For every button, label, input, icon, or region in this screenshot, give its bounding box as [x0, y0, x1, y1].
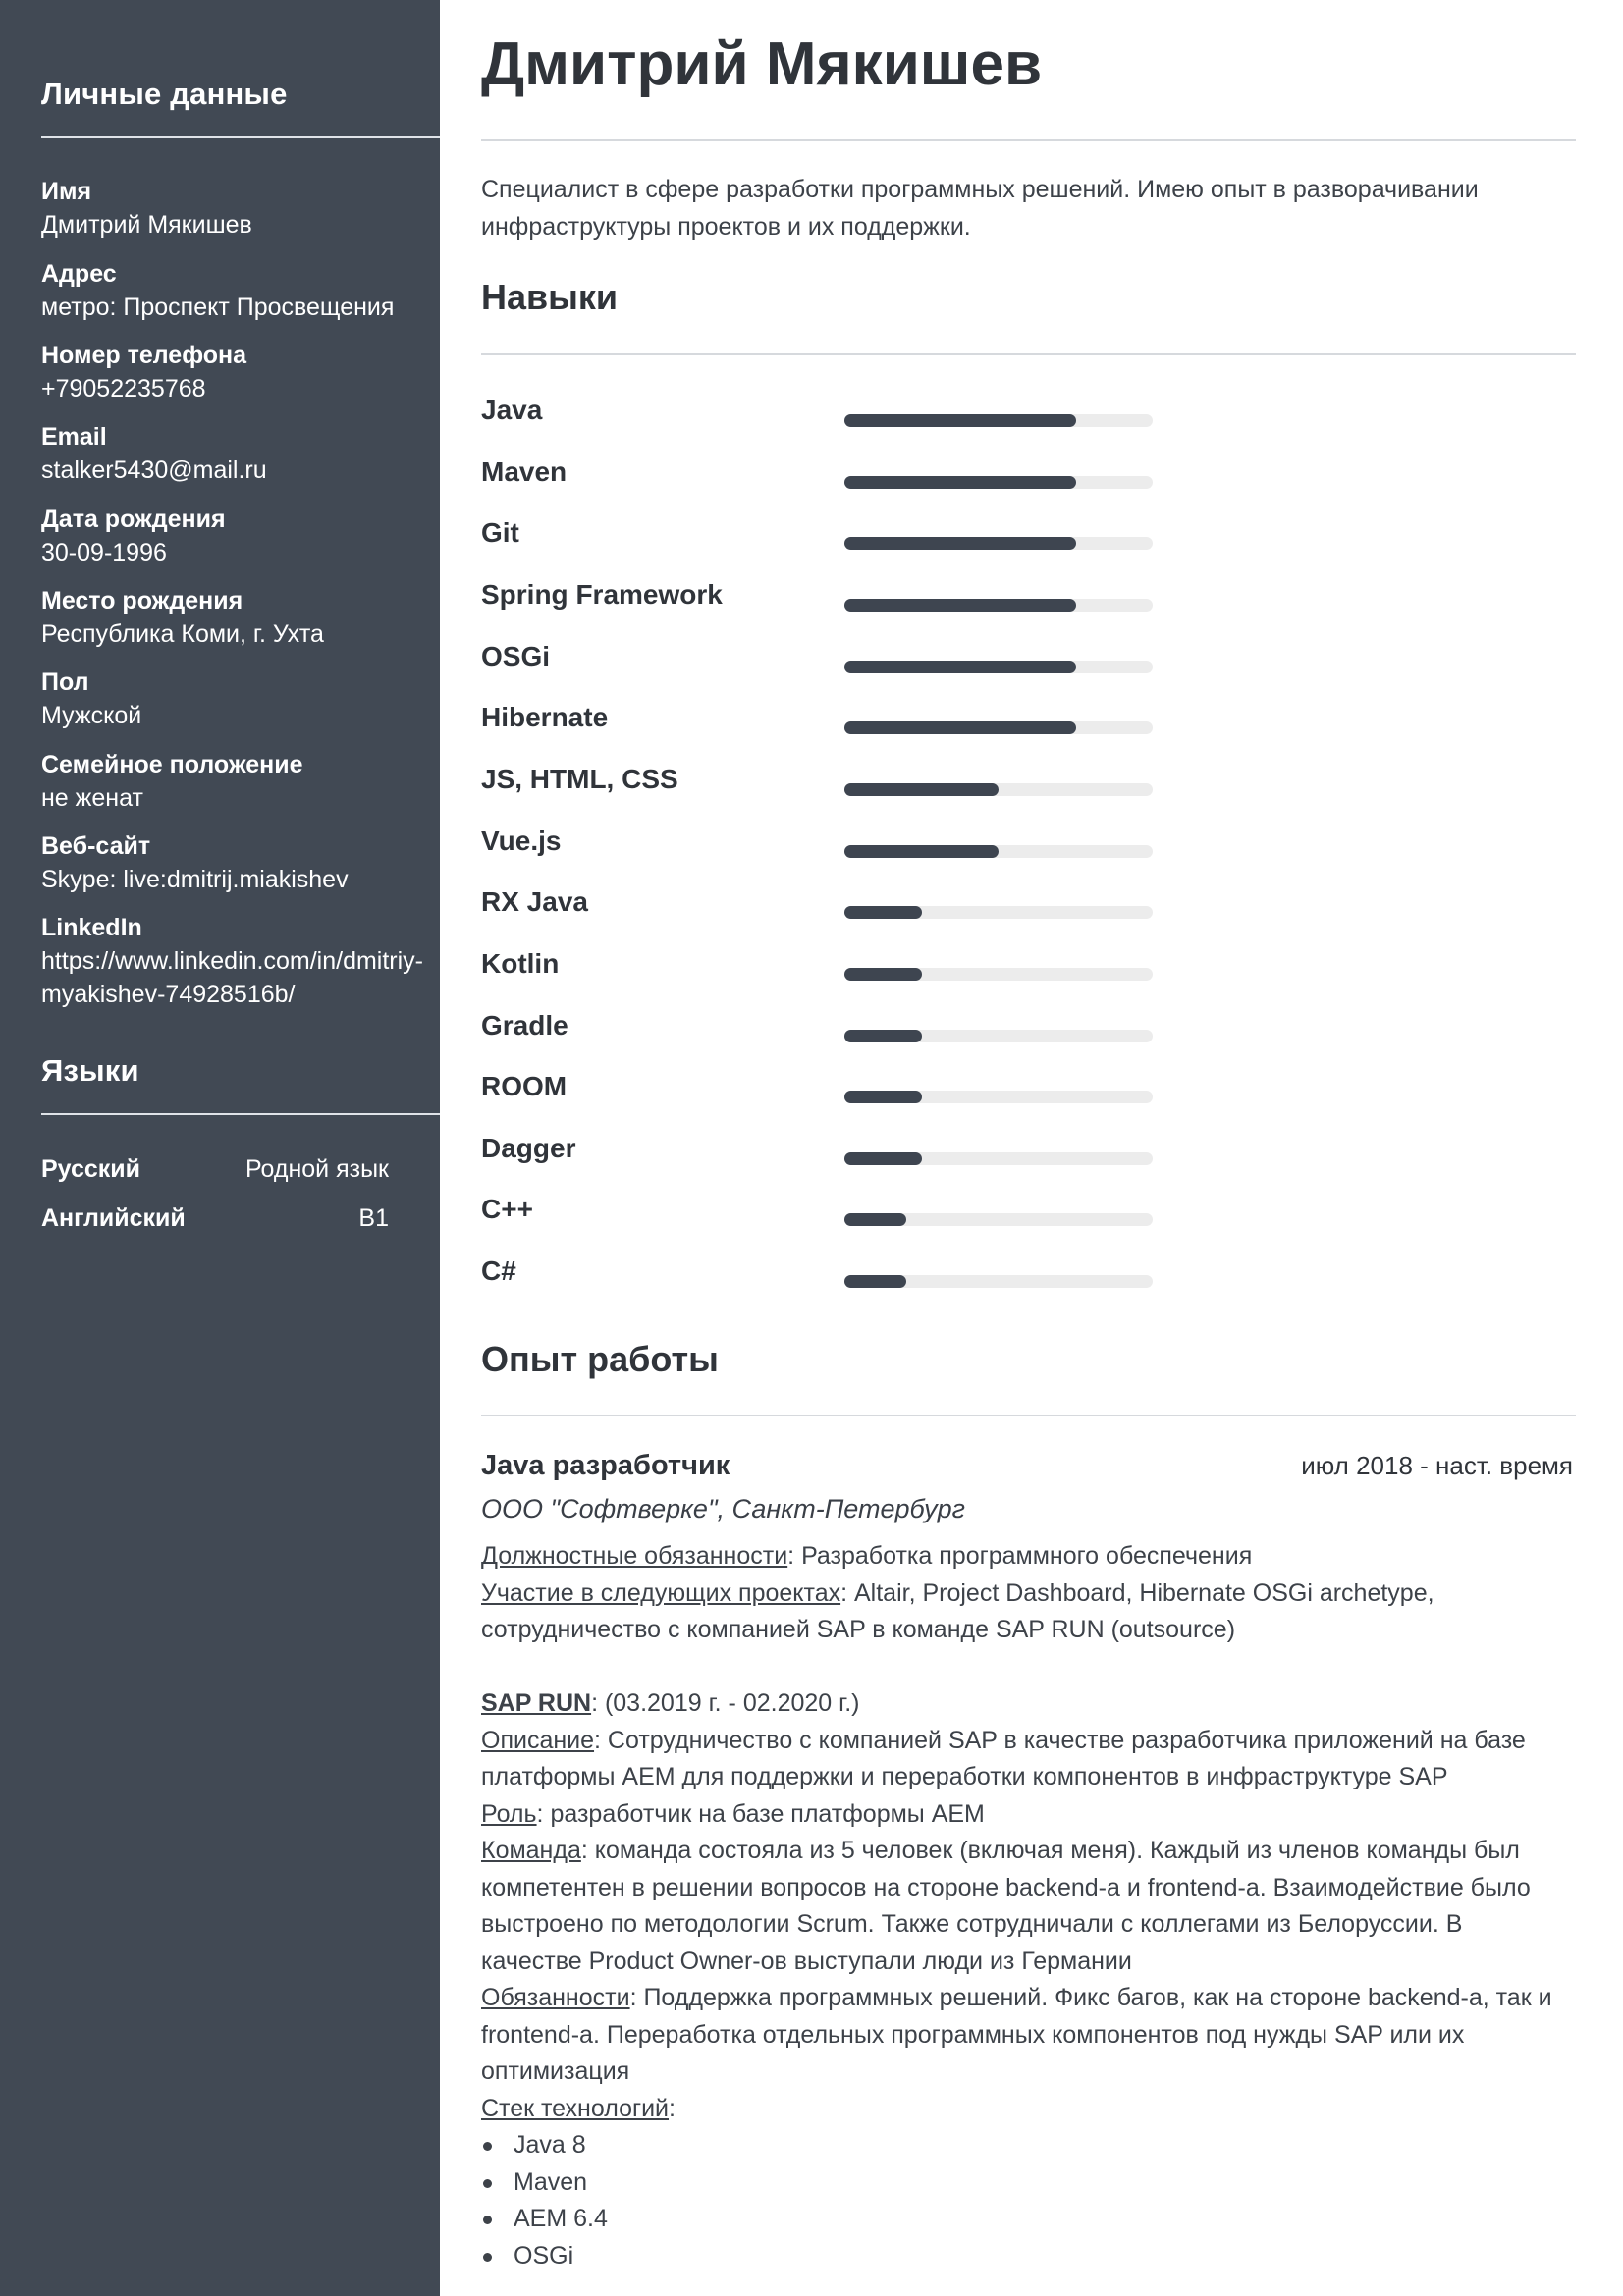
skill-name: Vue.js	[481, 825, 562, 856]
experience-heading: Опыт работы	[481, 1339, 719, 1379]
languages-heading: Языки	[41, 1053, 139, 1088]
divider	[41, 136, 440, 138]
field-label: Имя	[41, 178, 92, 205]
skill-name: JS, HTML, CSS	[481, 763, 678, 794]
responsibilities-line-cont: оптимизация	[481, 2057, 630, 2085]
field-website	[41, 829, 434, 896]
skill-level-fill	[844, 476, 1076, 489]
field-gender	[41, 666, 434, 732]
language-level: Родной язык	[244, 1155, 389, 1183]
skill-name: C#	[481, 1255, 516, 1287]
skill-level-bar	[844, 476, 1153, 489]
field-marital-status	[41, 748, 434, 815]
project-period: : (03.2019 г. - 02.2020 г.)	[591, 1689, 860, 1717]
field-value: Дмитрий Мякишев	[41, 211, 252, 239]
projects-line-cont: сотрудничество с компанией SAP в команде SAP RUN (outsource)	[481, 1616, 1236, 1643]
field-name	[41, 175, 434, 241]
skill-level-fill	[844, 721, 1076, 734]
skill-level-fill	[844, 906, 922, 919]
skill-level-bar	[844, 537, 1153, 550]
skill-row	[481, 1192, 1188, 1231]
field-value: +79052235768	[41, 375, 206, 402]
team-label: Команда	[481, 1837, 581, 1864]
list-item	[481, 2127, 1576, 2164]
field-birth-date	[41, 503, 434, 569]
summary-line: Специалист в сфере разработки программных решений. Имею опыт в разворачивании	[481, 176, 1479, 203]
field-label: Место рождения	[41, 587, 243, 614]
language-row	[41, 1201, 389, 1235]
stack-list	[481, 2127, 1576, 2274]
skill-name: Java	[481, 395, 543, 425]
bullet-icon	[483, 2253, 492, 2262]
skill-name: RX Java	[481, 886, 588, 918]
bullet-icon	[483, 2179, 492, 2188]
skill-name: ROOM	[481, 1071, 568, 1102]
stack-item: AEM 6.4	[514, 2205, 608, 2232]
projects-label: Участие в следующих проектах	[481, 1578, 841, 1607]
role-label: Роль	[481, 1799, 537, 1828]
skill-row	[481, 1008, 1188, 1047]
skill-level-fill	[844, 1152, 922, 1165]
skill-level-bar	[844, 1152, 1153, 1165]
duties-text: : Разработка программного обеспечения	[787, 1542, 1253, 1570]
skill-row	[481, 700, 1188, 739]
field-label: Пол	[41, 668, 89, 696]
skill-level-bar	[844, 414, 1153, 427]
project-name: SAP RUN	[481, 1689, 592, 1717]
role-text: : разработчик на базе платформы AEM	[536, 1799, 985, 1828]
projects-text: : Altair, Project Dashboard, Hibernate OSGi archetype,	[840, 1578, 1434, 1607]
skill-level-fill	[844, 783, 999, 796]
team-text: : команда состояла из 5 человек (включая меня). Каждый из членов команды был	[580, 1837, 1520, 1864]
list-item	[481, 2201, 1576, 2238]
bullet-icon	[483, 2216, 492, 2224]
skill-level-bar	[844, 721, 1153, 734]
skill-row	[481, 577, 1188, 616]
list-item	[481, 2164, 1576, 2202]
stack-item: OSGi	[514, 2241, 574, 2269]
field-value: Мужской	[41, 702, 142, 729]
divider	[41, 1113, 440, 1115]
field-label: Номер телефона	[41, 342, 247, 369]
duties-label: Должностные обязанности	[481, 1542, 788, 1570]
field-value: 30-09-1996	[41, 539, 167, 566]
skill-name: Gradle	[481, 1009, 568, 1041]
field-label: LinkedIn	[41, 914, 142, 941]
description-line-cont: платформы AEM для поддержки и переработки компонентов в инфраструктуре SAP	[481, 1763, 1448, 1790]
skill-name: Kotlin	[481, 947, 560, 979]
skill-level-fill	[844, 968, 922, 981]
skill-row	[481, 639, 1188, 678]
field-phone	[41, 339, 434, 405]
project-line	[481, 1685, 1576, 1723]
description-text: : Сотрудничество с компанией SAP в качестве разработчика приложений на базе	[594, 1726, 1526, 1754]
skill-level-bar	[844, 661, 1153, 673]
field-label: Email	[41, 423, 107, 451]
field-address	[41, 257, 434, 324]
skill-level-bar	[844, 1275, 1153, 1288]
candidate-name: Дмитрий Мякишев	[481, 30, 1043, 98]
field-label: Веб-сайт	[41, 832, 151, 860]
team-line	[481, 1833, 1576, 1870]
skill-row	[481, 762, 1188, 801]
duties-line	[481, 1538, 1576, 1575]
skill-row	[481, 946, 1188, 986]
job-details	[481, 1538, 1576, 2274]
stack-colon: :	[669, 2094, 676, 2122]
stack-line	[481, 2091, 1576, 2128]
skill-row	[481, 824, 1188, 863]
skill-level-bar	[844, 845, 1153, 858]
skill-row	[481, 454, 1188, 494]
field-value: метро: Проспект Просвещения	[41, 294, 395, 321]
skill-name: OSGi	[481, 640, 551, 671]
personal-data-heading: Личные данные	[41, 77, 288, 111]
skill-name: Spring Framework	[481, 578, 723, 610]
field-label: Дата рождения	[41, 506, 226, 533]
projects-line	[481, 1575, 1576, 1613]
skill-name: Git	[481, 517, 519, 549]
job-title: Java разработчик	[481, 1450, 730, 1481]
skill-level-fill	[844, 414, 1076, 427]
skill-row	[481, 1069, 1188, 1108]
description-label: Описание	[481, 1726, 595, 1754]
bullet-icon	[483, 2142, 492, 2151]
language-level: B1	[358, 1204, 389, 1232]
responsibilities-line	[481, 1980, 1576, 2017]
skill-level-fill	[844, 537, 1076, 550]
skill-level-fill	[844, 1275, 906, 1288]
skill-level-bar	[844, 1030, 1153, 1042]
stack-item: Maven	[514, 2167, 588, 2196]
language-name: Английский	[41, 1204, 186, 1232]
field-linkedin	[41, 911, 434, 1011]
summary-line: инфраструктуры проектов и их поддержки.	[481, 213, 971, 240]
team-line-cont: выстроено по методологии Scrum. Также сотрудничали с коллегами из Белоруссии. В	[481, 1910, 1463, 1938]
field-value: Республика Коми, г. Ухта	[41, 620, 324, 648]
skill-level-bar	[844, 1091, 1153, 1103]
linkedin-link-cont[interactable]: myakishev-74928516b/	[41, 981, 296, 1008]
job-company: ООО "Софтверке", Санкт-Петербург	[481, 1494, 965, 1523]
spacer	[481, 1649, 1576, 1686]
skill-name: Hibernate	[481, 702, 609, 733]
divider	[481, 353, 1576, 355]
summary	[481, 171, 1576, 245]
skill-level-fill	[844, 1213, 906, 1226]
field-value: stalker5430@mail.ru	[41, 456, 267, 484]
skill-name: Maven	[481, 455, 568, 487]
responsibilities-line-cont: frontend-а. Переработка отдельных программных компонентов под нужды SAP или их	[481, 2020, 1465, 2049]
skill-level-fill	[844, 599, 1076, 612]
responsibilities-label: Обязанности	[481, 1984, 630, 2011]
skill-level-fill	[844, 845, 999, 858]
divider	[481, 139, 1576, 141]
skill-level-fill	[844, 1030, 922, 1042]
responsibilities-text: : Поддержка программных решений. Фикс багов, как на стороне backend-а, так и	[629, 1984, 1552, 2011]
team-line-cont: качестве Product Owner-ов выступали люди из Германии	[481, 1947, 1132, 1975]
team-line-cont: компетентен в решении вопросов на стороне backend-а и frontend-а. Взаимодействие было	[481, 1873, 1531, 1901]
field-value: Skype: live:dmitrij.miakishev	[41, 866, 349, 893]
field-label: Адрес	[41, 260, 117, 288]
linkedin-link[interactable]: https://www.linkedin.com/in/dmitriy-	[41, 947, 424, 975]
description-line	[481, 1723, 1576, 1760]
skill-row	[481, 884, 1188, 924]
role-line	[481, 1796, 1576, 1834]
job-date: июл 2018 - наст. время	[1301, 1451, 1573, 1480]
skills-heading: Навыки	[481, 277, 619, 317]
skill-level-bar	[844, 906, 1153, 919]
skill-name: C++	[481, 1194, 533, 1225]
skill-row	[481, 515, 1188, 555]
skill-level-bar	[844, 968, 1153, 981]
skill-row	[481, 393, 1188, 432]
skill-level-bar	[844, 1213, 1153, 1226]
skill-row	[481, 1254, 1188, 1293]
field-value: не женат	[41, 784, 143, 812]
sidebar	[0, 0, 440, 2296]
skill-level-fill	[844, 661, 1076, 673]
stack-item: Java 8	[514, 2131, 586, 2159]
skill-level-bar	[844, 599, 1153, 612]
field-label: Семейное положение	[41, 751, 303, 778]
field-email	[41, 420, 434, 487]
skill-level-bar	[844, 783, 1153, 796]
language-name: Русский	[41, 1155, 141, 1183]
stack-label: Стек технологий	[481, 2094, 670, 2122]
skill-level-fill	[844, 1091, 922, 1103]
divider	[481, 1415, 1576, 1416]
field-birth-place	[41, 584, 434, 651]
skill-row	[481, 1131, 1188, 1170]
language-row	[41, 1152, 389, 1186]
main-content	[481, 0, 1576, 2296]
list-item	[481, 2238, 1576, 2275]
skill-name: Dagger	[481, 1132, 576, 1163]
